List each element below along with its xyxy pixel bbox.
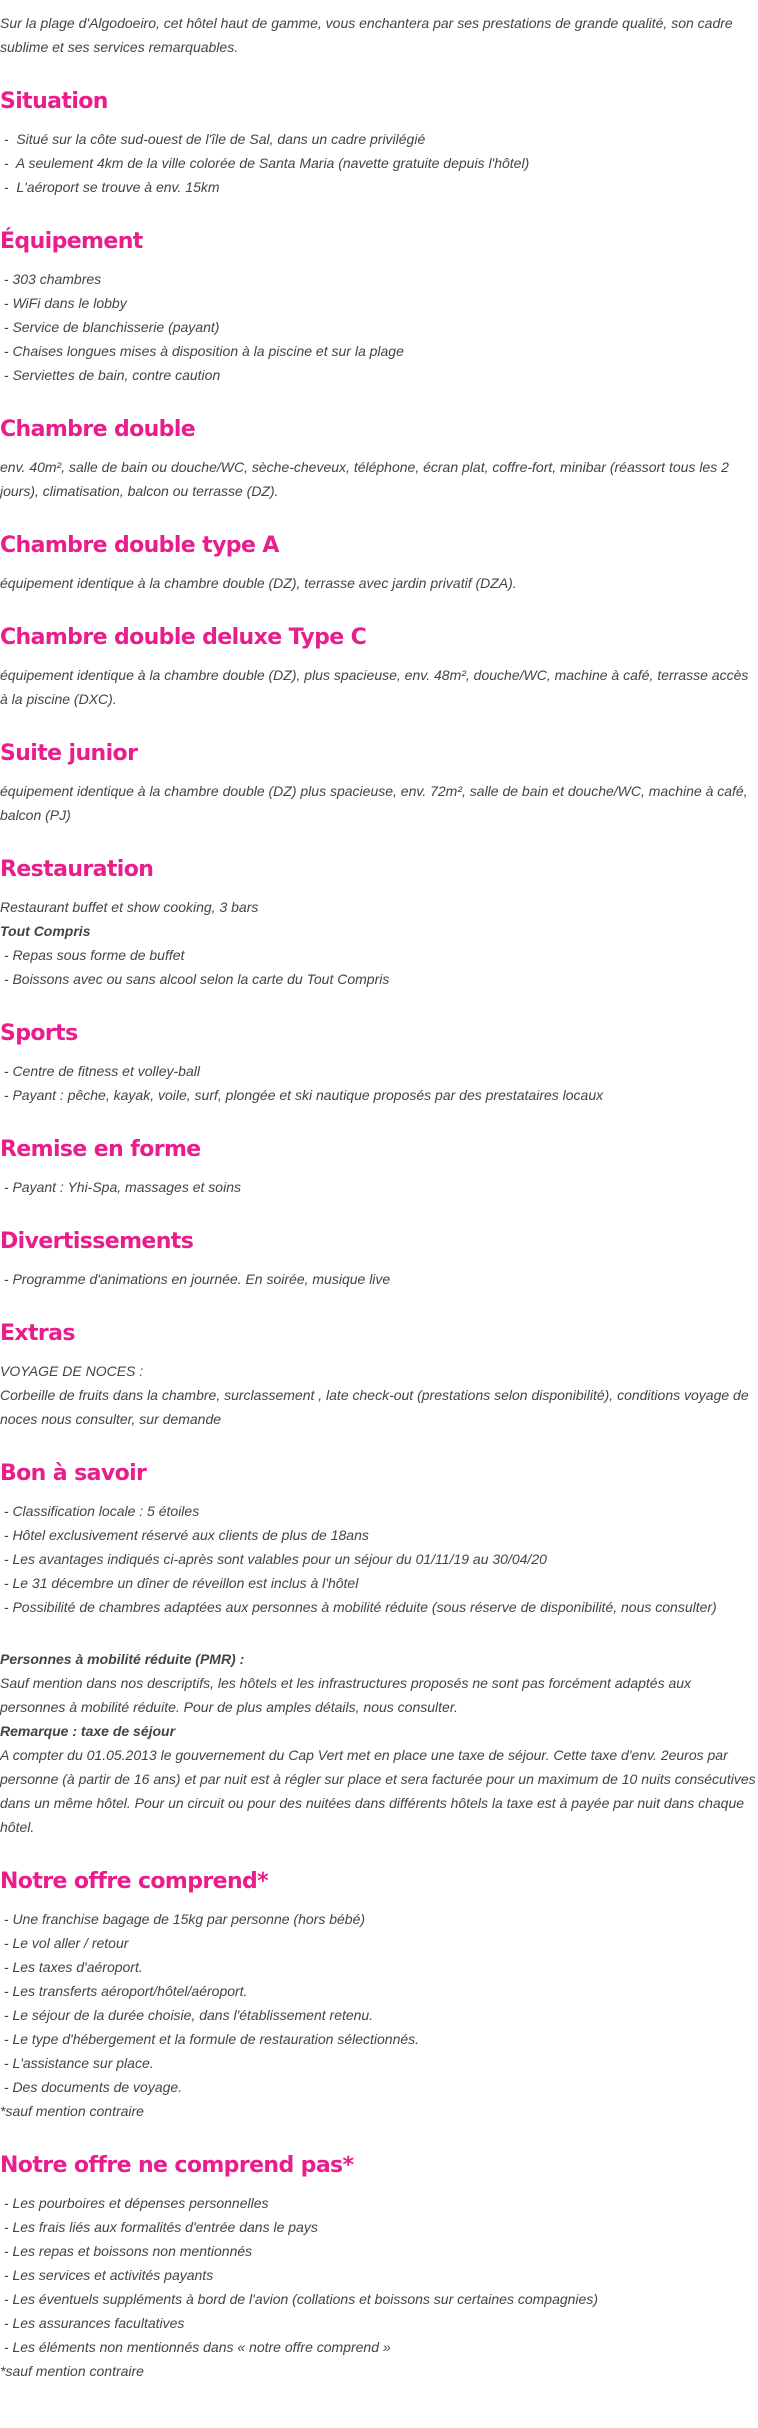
section-remise-en-forme <box>0 1135 756 1199</box>
footnote: *sauf mention contraire <box>0 2103 144 2119</box>
section-text: équipement identique à la chambre double (DZ), terrasse avec jardin privatif (DZA). <box>0 575 517 591</box>
list-item: - Payant : pêche, kayak, voile, surf, plongée et ski nautique proposés par des prestataires locaux <box>0 1087 604 1103</box>
list-item: - Repas sous forme de buffet <box>0 947 185 963</box>
section-title: Chambre double <box>0 417 196 442</box>
section-title: Extras <box>0 1321 75 1346</box>
section-title: Remise en forme <box>0 1137 201 1162</box>
list-item: - Les assurances facultatives <box>0 2315 185 2331</box>
list-item: - Chaises longues mises à disposition à la piscine et sur la plage <box>0 343 404 359</box>
section-chambre-type-c <box>0 623 756 711</box>
section-title: Équipement <box>0 229 143 254</box>
list-item: - Classification locale : 5 étoiles <box>0 1503 200 1519</box>
list-item: - Programme d'animations en journée. En soirée, musique live <box>0 1271 391 1287</box>
pmr-title: Personnes à mobilité réduite (PMR) : <box>0 1651 245 1667</box>
section-text: équipement identique à la chambre double (DZ) plus spacieuse, env. 72m², salle de bain et douche/WC, machine à café, balcon (PJ) <box>0 783 748 823</box>
section-offre-comprend <box>0 1867 756 2123</box>
list-item: - Les éventuels suppléments à bord de l'avion (collations et boissons sur certaines compagnies) <box>0 2291 598 2307</box>
section-title: Chambre double deluxe Type C <box>0 625 367 650</box>
section-text: env. 40m², salle de bain ou douche/WC, sèche-cheveux, téléphone, écran plat, coffre-fort, minibar (réassort tous les 2 jours), climatisation, balcon ou terrasse (DZ). <box>0 459 729 499</box>
list-item: - L'assistance sur place. <box>0 2055 154 2071</box>
section-title: Suite junior <box>0 741 138 766</box>
section-title: Divertissements <box>0 1229 194 1254</box>
section-offre-ne-comprend-pas <box>0 2151 756 2383</box>
section-bon-a-savoir <box>0 1459 756 1839</box>
taxe-title: Remarque : taxe de séjour <box>0 1723 176 1739</box>
taxe-text: A compter du 01.05.2013 le gouvernement du Cap Vert met en place une taxe de séjour. Cette taxe d'env. 2euros par personne (à partir de 16 ans) et par nuit est à régler sur place et sera facturée pour un maximum de 10 nuits consécutives dans un même hôtel. Pour un circuit ou pour des nuitées dans différents hôtels la taxe est à payée par nuit dans chaque hôtel. <box>0 1747 756 1835</box>
section-title: Notre offre comprend* <box>0 1869 269 1894</box>
section-extras <box>0 1319 756 1431</box>
section-equipement <box>0 227 756 387</box>
list-item: - L'aéroport se trouve à env. 15km <box>0 179 220 195</box>
list-item: - Une franchise bagage de 15kg par personne (hors bébé) <box>0 1911 366 1927</box>
list-item: - Des documents de voyage. <box>0 2079 183 2095</box>
list-item: - Les services et activités payants <box>0 2267 214 2283</box>
section-suite-junior <box>0 739 756 827</box>
list-item: - Le séjour de la durée choisie, dans l'établissement retenu. <box>0 2007 374 2023</box>
hotel-description <box>0 11 758 2383</box>
list-item: - Le vol aller / retour <box>0 1935 129 1951</box>
section-sports <box>0 1019 756 1107</box>
section-title: Notre offre ne comprend pas* <box>0 2153 354 2178</box>
footnote: *sauf mention contraire <box>0 2363 144 2379</box>
section-chambre-double <box>0 415 756 503</box>
spacer <box>0 1619 756 1647</box>
section-subtitle: Tout Compris <box>0 923 91 939</box>
list-item: - Le type d'hébergement et la formule de restauration sélectionnés. <box>0 2031 420 2047</box>
section-restauration <box>0 855 756 991</box>
list-item: - Les repas et boissons non mentionnés <box>0 2243 253 2259</box>
list-item: - Le 31 décembre un dîner de réveillon est inclus à l'hôtel <box>0 1575 359 1591</box>
list-item: - Situé sur la côte sud-ouest de l'île de Sal, dans un cadre privilégié <box>0 131 426 147</box>
list-item: - 303 chambres <box>0 271 102 287</box>
section-chambre-type-a <box>0 531 756 595</box>
list-item: - WiFi dans le lobby <box>0 295 127 311</box>
list-item: - Les éléments non mentionnés dans « notre offre comprend » <box>0 2339 391 2355</box>
list-item: - Les frais liés aux formalités d'entrée dans le pays <box>0 2219 318 2235</box>
list-item: - Boissons avec ou sans alcool selon la carte du Tout Compris <box>0 971 390 987</box>
section-divertissements <box>0 1227 756 1291</box>
list-item: - Les pourboires et dépenses personnelles <box>0 2195 269 2211</box>
list-item: - Possibilité de chambres adaptées aux personnes à mobilité réduite (sous réserve de disponibilité, nous consulter) <box>0 1599 717 1615</box>
section-title: Restauration <box>0 857 154 882</box>
section-text: Restaurant buffet et show cooking, 3 bars <box>0 899 259 915</box>
list-item: - Les taxes d'aéroport. <box>0 1959 143 1975</box>
section-title: Situation <box>0 89 108 114</box>
section-title: Bon à savoir <box>0 1461 147 1486</box>
section-text: Corbeille de fruits dans la chambre, surclassement , late check-out (prestations selon disponibilité), conditions voyage de noces nous consulter, sur demande <box>0 1387 749 1427</box>
list-item: - Centre de fitness et volley-ball <box>0 1063 200 1079</box>
list-item: - Les transferts aéroport/hôtel/aéroport. <box>0 1983 248 1999</box>
list-item: - Hôtel exclusivement réservé aux clients de plus de 18ans <box>0 1527 369 1543</box>
section-title: Sports <box>0 1021 78 1046</box>
list-item: - A seulement 4km de la ville colorée de Santa Maria (navette gratuite depuis l'hôtel) <box>0 155 530 171</box>
intro-text: Sur la plage d'Algodoeiro, cet hôtel haut de gamme, vous enchantera par ses prestations de grande qualité, son cadre sublime et ses services remarquables. <box>0 15 733 55</box>
list-item: - Payant : Yhi-Spa, massages et soins <box>0 1179 241 1195</box>
section-subtitle: VOYAGE DE NOCES : <box>0 1363 144 1379</box>
list-item: - Service de blanchisserie (payant) <box>0 319 220 335</box>
pmr-text: Sauf mention dans nos descriptifs, les hôtels et les infrastructures proposés ne sont pas forcément adaptés aux personnes à mobilité réduite. Pour de plus amples détails, nous consulter. <box>0 1675 692 1715</box>
section-title: Chambre double type A <box>0 533 279 558</box>
list-item: - Les avantages indiqués ci-après sont valables pour un séjour du 01/11/19 au 30/04/20 <box>0 1551 547 1567</box>
list-item: - Serviettes de bain, contre caution <box>0 367 221 383</box>
section-situation <box>0 87 756 199</box>
section-text: équipement identique à la chambre double (DZ), plus spacieuse, env. 48m², douche/WC, machine à café, terrasse accès à la piscine (DXC). <box>0 667 749 707</box>
